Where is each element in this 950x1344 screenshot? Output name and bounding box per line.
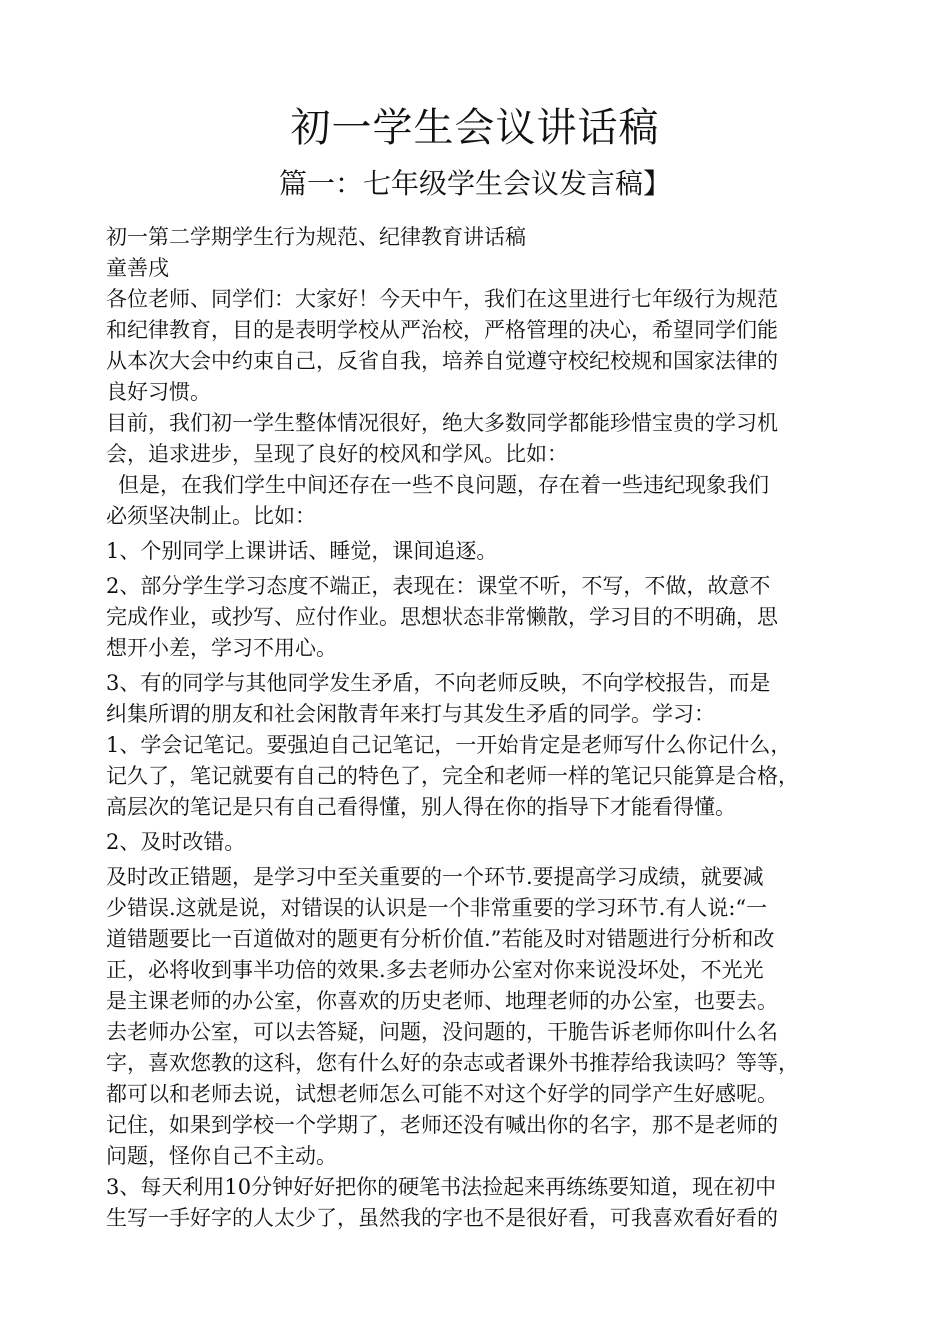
paragraph-line: 去老师办公室，可以去答疑，问题，没问题的，干脆告诉老师你叫什么名 [106, 1020, 778, 1044]
paragraph-line: 都可以和老师去说，试想老师怎么可能不对这个好学的同学产生好感呢。 [106, 1082, 778, 1106]
paragraph-line: 和纪律教育，目的是表明学校从严治校，严格管理的决心，希望同学们能 [106, 318, 778, 342]
list-item-line: 3、有的同学与其他同学发生矛盾，不向老师反映，不向学校报告，而是 [106, 671, 771, 695]
paragraph-line: 但是，在我们学生中间还存在一些不良问题，存在着一些违纪现象我们 [118, 473, 769, 497]
paragraph-line: 从本次大会中约束自己，反省自我，培养自觉遵守校纪校规和国家法律的 [106, 349, 778, 373]
list-item-line: 1、个别同学上课讲话、睡觉，课间追逐。 [106, 539, 498, 563]
paragraph-line: 问题，怪你自己不主动。 [106, 1144, 337, 1168]
document-title: 初一学生会议讲话稿 [290, 105, 660, 151]
paragraph-line: 想开小差，学习不用心。 [106, 636, 337, 660]
list-item-line: 3、每天利用10分钟好好把你的硬笔书法捡起来再练练要知道，现在初中 [106, 1175, 777, 1199]
paragraph-line: 少错误.这就是说，对错误的认识是一个非常重要的学习环节.有人说:“一 [106, 896, 768, 920]
author-line: 童善戌 [106, 256, 169, 280]
paragraph-line: 高层次的笔记是只有自己看得懂，别人得在你的指导下才能看得懂。 [106, 795, 736, 819]
paragraph-line: 是主课老师的办公室，你喜欢的历史老师、地理老师的办公室，也要去。 [106, 989, 778, 1013]
paragraph-line: 正，必将收到事半功倍的效果.多去老师办公室对你来说没坏处，不光光 [106, 958, 764, 982]
paragraph-line: 记住，如果到学校一个学期了，老师还没有喊出你的名字，那不是老师的 [106, 1113, 778, 1137]
list-item-line: 1、学会记笔记。要强迫自己记笔记，一开始肯定是老师写什么你记什么， [106, 733, 792, 757]
list-item-line: 2、部分学生学习态度不端正，表现在：课堂不听，不写，不做，故意不 [106, 574, 771, 598]
list-item-line: 2、及时改错。 [106, 830, 246, 854]
paragraph-line: 良好习惯。 [106, 380, 211, 404]
document-subtitle: 篇一：七年级学生会议发言稿】 [278, 167, 671, 200]
document-body [106, 222, 866, 1234]
paragraph-line: 初一第二学期学生行为规范、纪律教育讲话稿 [106, 225, 526, 249]
paragraph-line: 完成作业，或抄写、应付作业。思想状态非常懒散，学习目的不明确，思 [106, 605, 778, 629]
paragraph-line: 生写一手好字的人太少了，虽然我的字也不是很好看，可我喜欢看好看的 [106, 1206, 778, 1230]
paragraph-line: 必须坚决制止。比如： [106, 504, 316, 528]
paragraph-line: 道错题要比一百道做对的题更有分析价值.”若能及时对错题进行分析和改 [106, 927, 775, 951]
paragraph-line: 各位老师、同学们：大家好！今天中午，我们在这里进行七年级行为规范 [106, 287, 778, 311]
paragraph-line: 纠集所谓的朋友和社会闲散青年来打与其发生矛盾的同学。学习： [106, 702, 715, 726]
paragraph-line: 字，喜欢您教的这科，您有什么好的杂志或者课外书推荐给我读吗？等等， [106, 1051, 799, 1075]
paragraph-line: 会，追求进步，呈现了良好的校风和学风。比如： [106, 442, 568, 466]
paragraph-line: 目前，我们初一学生整体情况很好，绝大多数同学都能珍惜宝贵的学习机 [106, 411, 778, 435]
paragraph-line: 及时改正错题，是学习中至关重要的一个环节.要提高学习成绩，就要减 [106, 865, 764, 889]
paragraph-line: 记久了，笔记就要有自己的特色了，完全和老师一样的笔记只能算是合格， [106, 764, 799, 788]
